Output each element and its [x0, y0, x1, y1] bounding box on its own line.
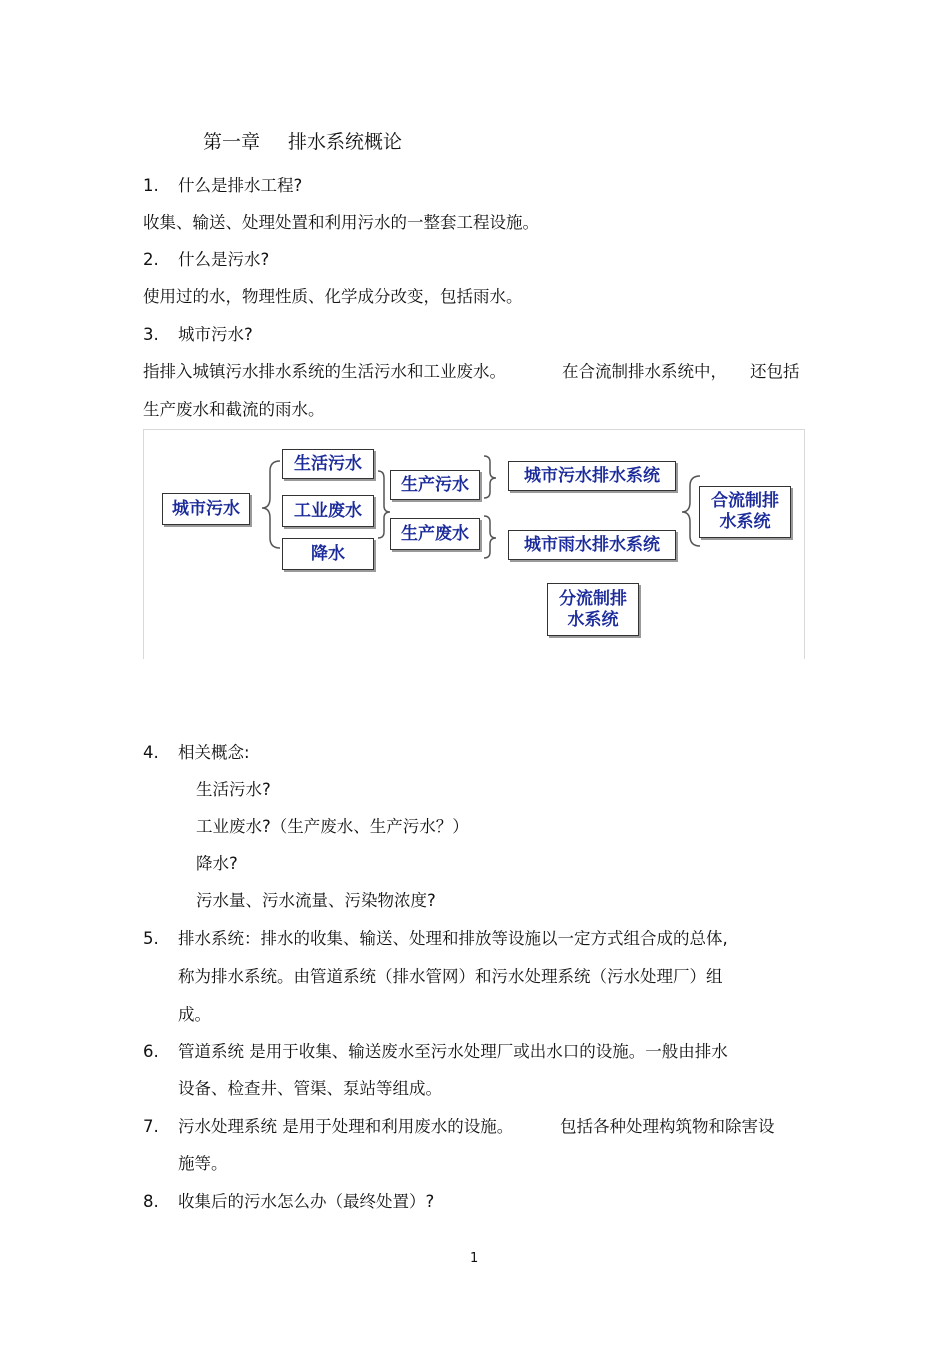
section-number: 4.	[143, 743, 159, 762]
box-production-sewage: 生产污水	[390, 470, 480, 500]
concept-item: 生活污水?	[196, 780, 271, 799]
section-text: 收集后的污水怎么办（最终处置）?	[178, 1192, 435, 1211]
concept-item: 污水量、污水流量、污染物浓度?	[196, 891, 436, 910]
section-text: 施等。	[178, 1154, 228, 1173]
brace-combined	[682, 476, 700, 546]
section-number: 5.	[143, 929, 159, 948]
question-text: 什么是排水工程?	[178, 176, 303, 195]
box-production-wastewater: 生产废水	[390, 518, 480, 550]
section-text: 成。	[178, 1005, 211, 1024]
answer-text: 指排入城镇污水排水系统的生活污水和工业废水。	[143, 362, 506, 381]
chapter-number: 第一章	[203, 131, 261, 153]
section-number: 6.	[143, 1042, 159, 1061]
box-precipitation: 降水	[282, 538, 374, 570]
chapter-title	[203, 131, 402, 153]
brace-industrial	[378, 471, 390, 538]
answer-text: 在合流制排水系统中，	[562, 362, 727, 381]
section-text: 设备、检查井、管渠、泵站等组成。	[178, 1079, 442, 1098]
section-number: 7.	[143, 1117, 159, 1136]
section-text: 称为排水系统。由管道系统（排水管网）和污水处理系统（污水处理厂）组	[178, 967, 723, 986]
answer-text: 生产废水和截流的雨水。	[143, 400, 325, 419]
brace-production-sewage	[484, 456, 496, 498]
question-text: 城市污水?	[178, 325, 253, 344]
section-number: 8.	[143, 1192, 159, 1211]
section-label: 相关概念:	[178, 743, 250, 762]
brace-urban-sewage	[262, 461, 280, 548]
question-number: 1.	[143, 176, 159, 195]
section-text: 排水系统：排水的收集、输送、处理和排放等设施以一定方式组合成的总体,	[178, 929, 728, 948]
chapter-heading: 排水系统概论	[288, 131, 403, 153]
answer-text: 使用过的水，物理性质、化学成分改变，包括雨水。	[143, 287, 523, 306]
concept-item: 工业废水?（生产废水、生产污水？）	[196, 817, 469, 836]
box-combined-system: 合流制排水系统	[699, 486, 791, 538]
answer-text: 收集、输送、处理处置和利用污水的一整套工程设施。	[143, 213, 539, 232]
box-urban-storm-system: 城市雨水排水系统	[508, 530, 676, 560]
question-number: 3.	[143, 325, 159, 344]
box-urban-sewage: 城市污水	[162, 493, 250, 525]
section-text: 污水处理系统 是用于处理和利用废水的设施。	[178, 1117, 514, 1136]
concept-item: 降水?	[196, 854, 238, 873]
brace-production-waste	[484, 516, 496, 558]
answer-text: 还包括	[750, 362, 800, 381]
box-separate-system: 分流制排水系统	[547, 583, 639, 636]
page-number: 1	[470, 1251, 479, 1266]
question-number: 2.	[143, 250, 159, 269]
sewage-classification-diagram	[143, 429, 805, 659]
section-text: 包括各种处理构筑物和除害设	[560, 1117, 775, 1136]
box-domestic-sewage: 生活污水	[282, 449, 374, 479]
box-urban-sewer-system: 城市污水排水系统	[508, 461, 676, 491]
question-text: 什么是污水?	[178, 250, 270, 269]
box-industrial-wastewater: 工业废水	[282, 495, 374, 527]
section-text: 管道系统 是用于收集、输送废水至污水处理厂或出水口的设施。一般由排水	[178, 1042, 728, 1061]
